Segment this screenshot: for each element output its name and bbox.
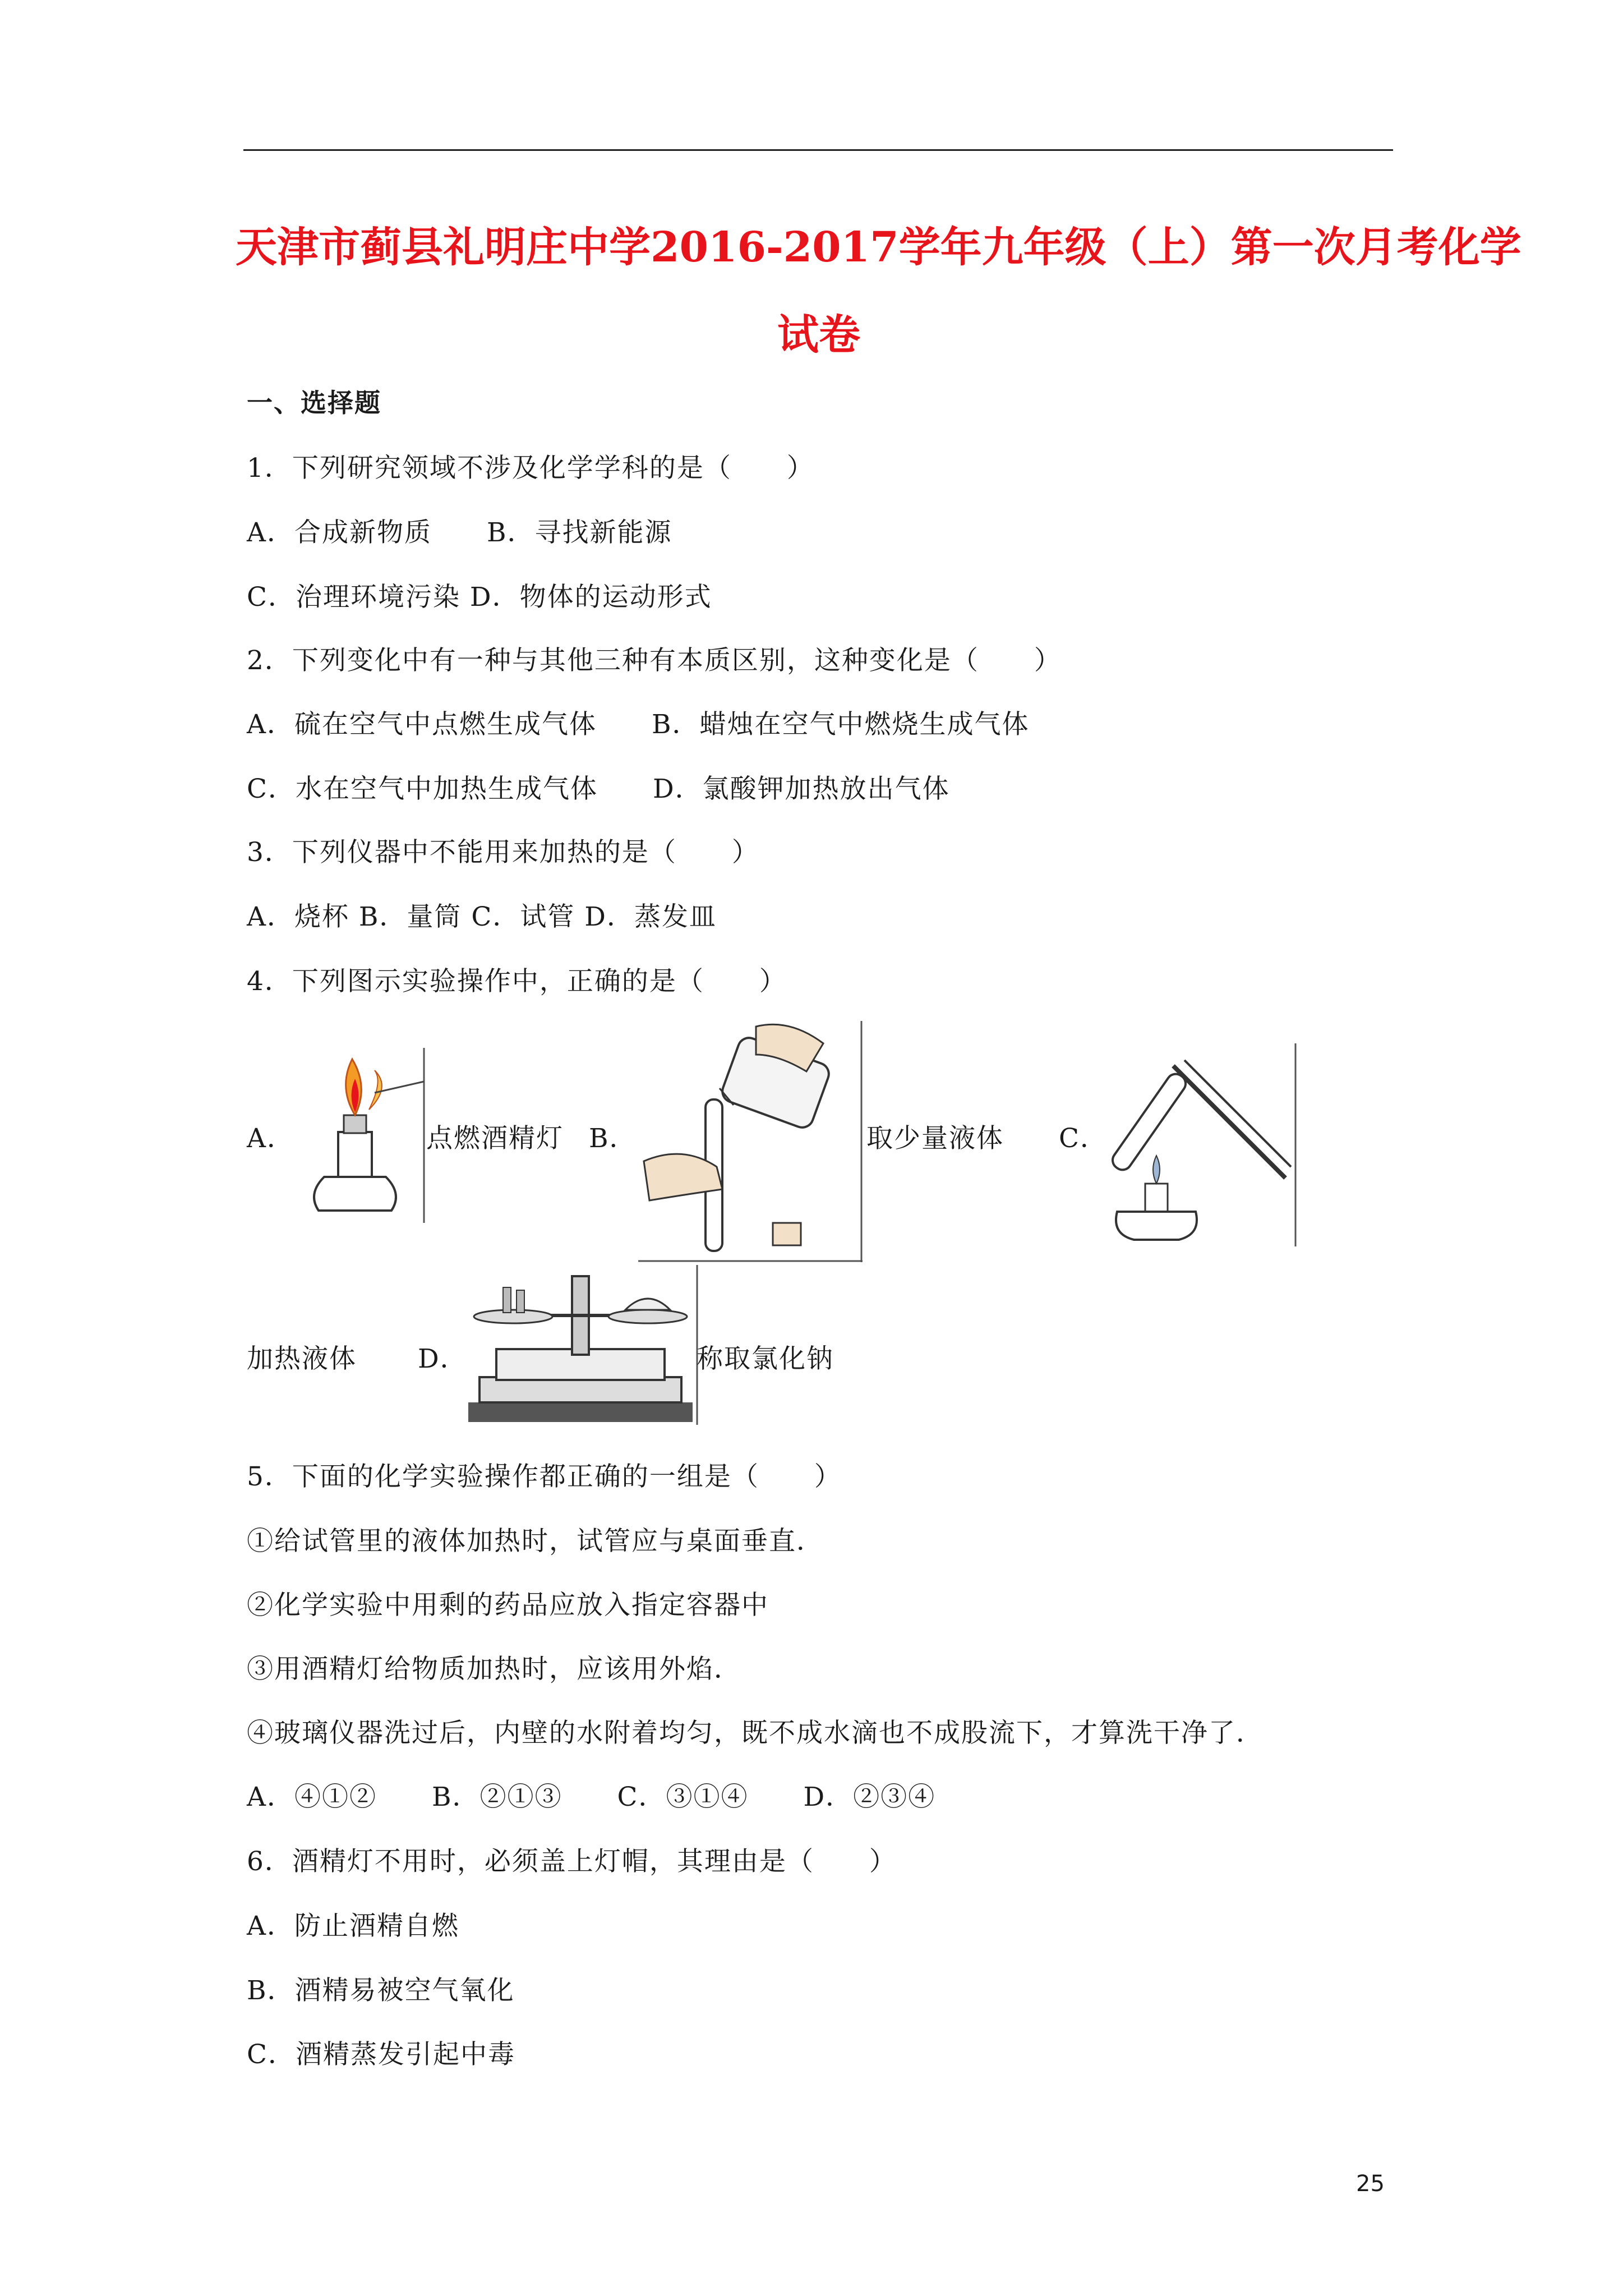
q5-item3: ③用酒精灯给物质加热时，应该用外焰． bbox=[247, 1654, 741, 1685]
q6-option-b: B．酒精易被空气氧化 bbox=[247, 1975, 515, 2006]
q1-options-line1: A．合成新物质 B．寻找新能源 bbox=[247, 517, 672, 548]
exam-title-line1: 天津市蓟县礼明庄中学2016-2017学年九年级（上）第一次月考化学 bbox=[236, 223, 1521, 272]
q6-stem: 6．酒精灯不用时，必须盖上灯帽，其理由是（ ） bbox=[247, 1846, 897, 1877]
q2-options-line1: A．硫在空气中点燃生成气体 B．蜡烛在空气中燃烧生成气体 bbox=[247, 709, 1030, 740]
q4-option-b-text: 取少量液体 bbox=[866, 1123, 1004, 1154]
q2-stem: 2．下列变化中有一种与其他三种有本质区别，这种变化是（ ） bbox=[247, 645, 1062, 676]
pouring-liquid-figure bbox=[638, 1021, 863, 1262]
q5-item4: ④玻璃仪器洗过后，内壁的水附着均匀，既不成水滴也不成股流下，才算洗干净了． bbox=[247, 1718, 1264, 1749]
section-heading: 一、选择题 bbox=[247, 388, 381, 418]
weighing-sodium-chloride-figure bbox=[463, 1265, 698, 1425]
lighting-alcohol-lamp-figure bbox=[285, 1048, 425, 1223]
q6-option-a: A．防止酒精自燃 bbox=[247, 1911, 459, 1941]
q4-option-a-text: 点燃酒精灯 bbox=[426, 1123, 564, 1154]
page-number: 25 bbox=[1356, 2171, 1385, 2197]
exam-title-line2: 试卷 bbox=[777, 311, 860, 359]
q5-options: A．④①② B．②①③ C．③①④ D．②③④ bbox=[247, 1782, 936, 1812]
q3-options: A．烧杯 B．量筒 C．试管 D．蒸发皿 bbox=[247, 901, 717, 932]
q4-option-c-letter: C． bbox=[1059, 1123, 1108, 1154]
q4-option-b-letter: B． bbox=[589, 1123, 637, 1154]
q1-options-line2: C．治理环境污染 D．物体的运动形式 bbox=[247, 582, 712, 613]
q4-stem: 4．下列图示实验操作中，正确的是（ ） bbox=[247, 966, 787, 997]
q4-option-d-text: 称取氯化钠 bbox=[697, 1343, 834, 1374]
header-rule bbox=[243, 149, 1393, 151]
q5-stem: 5．下面的化学实验操作都正确的一组是（ ） bbox=[247, 1461, 842, 1492]
q5-item1: ①给试管里的液体加热时，试管应与桌面垂直． bbox=[247, 1526, 824, 1557]
q4-option-d-letter: D． bbox=[418, 1343, 468, 1374]
heating-liquid-figure bbox=[1100, 1043, 1297, 1246]
q6-option-c: C．酒精蒸发引起中毒 bbox=[247, 2039, 515, 2070]
q3-stem: 3．下列仪器中不能用来加热的是（ ） bbox=[247, 837, 759, 868]
q1-stem: 1．下列研究领域不涉及化学学科的是（ ） bbox=[247, 453, 814, 484]
q4-option-a-letter: A． bbox=[247, 1123, 294, 1154]
q5-item2: ②化学实验中用剩的药品应放入指定容器中 bbox=[247, 1590, 769, 1621]
q2-options-line2: C．水在空气中加热生成气体 D．氯酸钾加热放出气体 bbox=[247, 774, 950, 804]
q4-option-c-text: 加热液体 bbox=[247, 1343, 357, 1374]
